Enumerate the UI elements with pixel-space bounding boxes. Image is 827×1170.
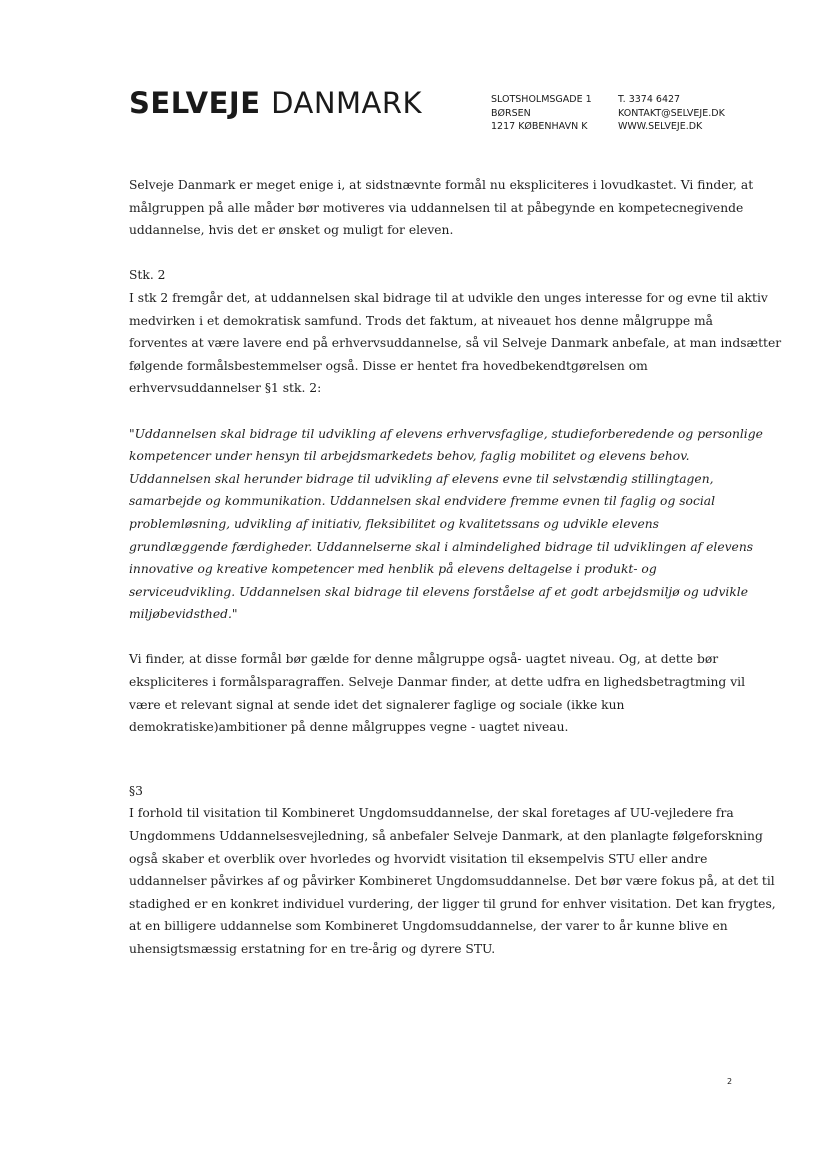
text-line: forventes at være lavere end på erhvervsuddannelse, så vil Selveje Danmark anbefale, at man indsætter bbox=[129, 336, 782, 351]
quote-line: innovative og kreative kompetencer med henblik på elevens deltagelse i produkt- og bbox=[129, 562, 657, 577]
text-line: erhvervsuddannelser §1 stk. 2: bbox=[129, 381, 322, 396]
logo-light-word: DANMARK bbox=[271, 86, 423, 120]
text-line: målgruppen på alle måder bør motiveres via uddannelsen til at påbegynde en kompetecnegivende bbox=[129, 200, 744, 215]
text-line: Vi finder, at disse formål bør gælde for denne målgruppe også- uagtet niveau. Og, at dette bør bbox=[129, 652, 719, 667]
quoted-regulation bbox=[129, 423, 763, 626]
contact-info bbox=[618, 93, 725, 134]
text-line: også skaber et overblik over hvorledes og hvorvidt visitation til eksempelvis STU eller andre bbox=[129, 851, 708, 866]
address-line: BØRSEN bbox=[491, 107, 531, 119]
text-line: demokratiske)ambitioner på denne målgruppes vegne - uagtet niveau. bbox=[129, 720, 569, 735]
text-line: følgende formålsbestemmelser også. Disse er hentet fra hovedbekendtgørelsen om bbox=[129, 358, 648, 373]
email-address: KONTAKT@SELVEJE.DK bbox=[618, 107, 725, 119]
logo-bold-word: SELVEJE bbox=[129, 86, 261, 120]
quote-line: grundlæggende færdigheder. Uddannelserne skal i almindelighed bidrage til udviklingen af elevens bbox=[129, 539, 754, 554]
text-line: uhensigtsmæssig erstatning for en tre-årig og dyrere STU. bbox=[129, 942, 496, 956]
text-line: Ungdommens Uddannelsesvejledning, så anbefaler Selveje Danmark, at den planlagte følgeforskning bbox=[129, 829, 763, 844]
paragraph-formaal bbox=[129, 174, 754, 242]
section-heading-stk2: Stk. 2 bbox=[129, 268, 166, 283]
page-number: 2 bbox=[727, 1077, 733, 1086]
postal-address bbox=[491, 93, 592, 134]
paragraph-visitation bbox=[129, 802, 776, 960]
text-line: uddannelser påvirkes af og påvirker Kombineret Ungdomsuddannelse. Det bør være fokus på, at det til bbox=[129, 874, 775, 889]
quote-line: "Uddannelsen skal bidrage til udvikling af elevens erhvervsfaglige, studieforberedende og personlige bbox=[129, 426, 763, 441]
text-line: at en billigere uddannelse som Kombineret Ungdomsuddannelse, der varer to år kunne blive en bbox=[129, 919, 728, 934]
text-line: I stk 2 fremgår det, at uddannelsen skal bidrage til at udvikle den unges interesse for og evne til aktiv bbox=[129, 290, 768, 305]
paragraph-stk2 bbox=[129, 287, 782, 400]
text-line: uddannelse, hvis det er ønsket og muligt for eleven. bbox=[129, 223, 454, 238]
text-line: stadighed er en konkret individuel vurdering, der ligger til grund for enhver visitation. Det kan frygtes, bbox=[129, 896, 776, 911]
quote-line: serviceudvikling. Uddannelsen skal bidrage til elevens forståelse af et godt arbejdsmiljø og udvikle bbox=[129, 584, 749, 599]
section-heading-paragraph-3: §3 bbox=[129, 783, 143, 798]
text-line: I forhold til visitation til Kombineret Ungdomsuddannelse, der skal foretages af UU-vejledere fra bbox=[129, 806, 734, 821]
quote-line: samarbejde og kommunikation. Uddannelsen skal endvidere fremme evnen til faglig og social bbox=[129, 494, 716, 509]
paragraph-recommendation bbox=[129, 648, 746, 738]
quote-line: problemløsning, udvikling af initiativ, fleksibilitet og kvalitetssans og udvikle elevens bbox=[129, 516, 659, 531]
website-url: WWW.SELVEJE.DK bbox=[618, 121, 703, 132]
quote-line: kompetencer under hensyn til arbejdsmarkedets behov, faglig mobilitet og elevens behov. bbox=[129, 449, 690, 464]
text-line: være et relevant signal at sende idet det signalerer faglige og sociale (ikke kun bbox=[129, 697, 625, 712]
quote-line: miljøbevidsthed." bbox=[129, 607, 238, 622]
text-line: ekspliciteres i formålsparagraffen. Selveje Danmar finder, at dette udfra en lighedsbetragtming vil bbox=[129, 675, 746, 690]
phone-number: T. 3374 6427 bbox=[618, 94, 681, 105]
document-body bbox=[129, 174, 782, 961]
quote-line: Uddannelsen skal herunder bidrage til udvikling af elevens evne til selvstændig stillingtagen, bbox=[129, 471, 714, 486]
org-logo bbox=[129, 86, 422, 120]
address-line: 1217 KØBENHAVN K bbox=[491, 121, 588, 132]
text-line: medvirken i et demokratisk samfund. Trods det faktum, at niveauet hos denne målgruppe må bbox=[129, 313, 714, 328]
address-line: SLOTSHOLMSGADE 1 bbox=[491, 94, 592, 105]
text-line: Selveje Danmark er meget enige i, at sidstnævnte formål nu ekspliciteres i lovudkastet. Vi finder, at bbox=[129, 178, 754, 192]
